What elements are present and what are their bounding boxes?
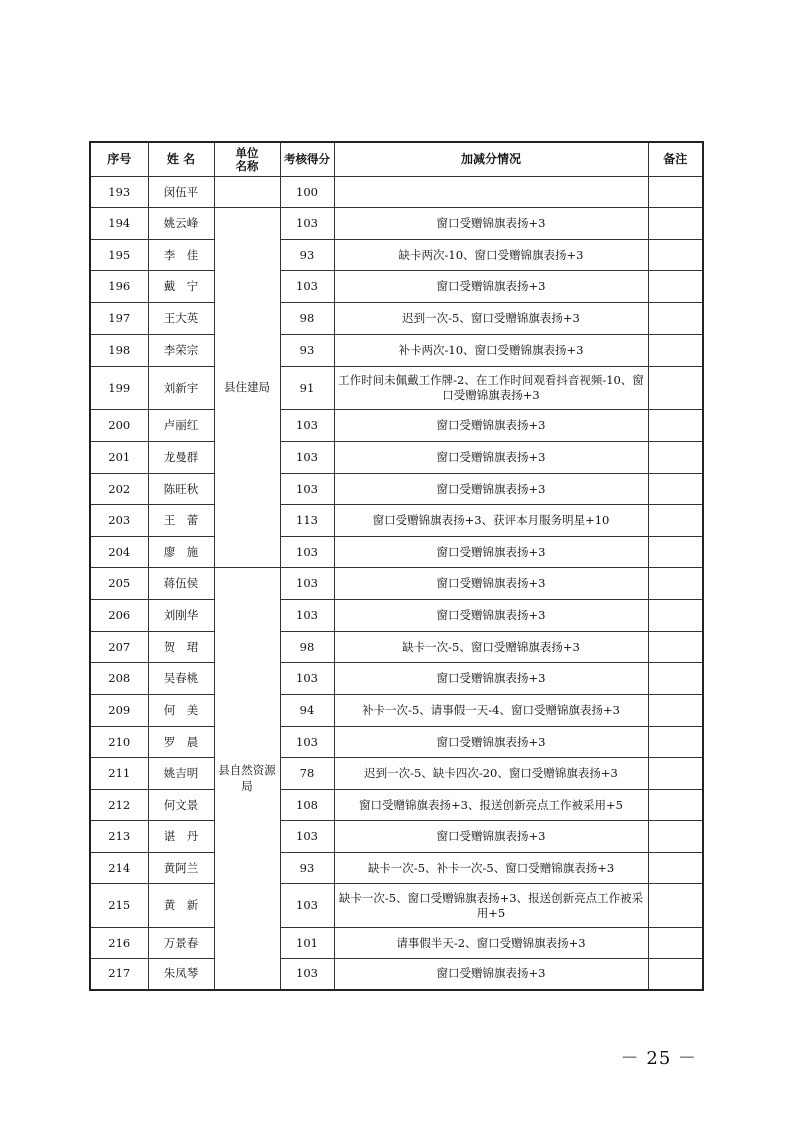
row-details: 缺卡两次-10、窗口受赠锦旗表扬+3 [334,240,648,271]
table-row [90,632,703,663]
row-score: 100 [280,177,334,208]
row-number: 211 [90,758,148,790]
row-score: 98 [280,303,334,335]
row-name: 吴春桃 [148,663,214,695]
row-score: 108 [280,790,334,821]
row-details: 补卡一次-5、请事假一天-4、窗口受赠锦旗表扬+3 [334,695,648,727]
header-row [90,142,703,177]
row-details: 窗口受赠锦旗表扬+3、获评本月服务明星+10 [334,505,648,537]
row-number: 201 [90,442,148,474]
row-name: 李荣宗 [148,335,214,367]
table-row [90,928,703,959]
row-score: 103 [280,410,334,442]
table-row [90,727,703,758]
table-row [90,600,703,632]
table-row [90,695,703,727]
row-name: 何文景 [148,790,214,821]
row-score: 103 [280,959,334,990]
table-row [90,959,703,990]
row-details: 窗口受赠锦旗表扬+3 [334,568,648,600]
row-number: 213 [90,821,148,853]
row-number: 207 [90,632,148,663]
row-score: 103 [280,663,334,695]
row-details: 窗口受赠锦旗表扬+3、报送创新亮点工作被采用+5 [334,790,648,821]
row-score: 103 [280,537,334,568]
header-name: 姓 名 [148,142,214,177]
row-number: 196 [90,271,148,303]
table-row [90,442,703,474]
row-remarks [648,727,703,758]
row-name: 罗 晨 [148,727,214,758]
row-number: 206 [90,600,148,632]
header-details: 加减分情况 [334,142,648,177]
row-remarks [648,505,703,537]
row-details [334,177,648,208]
row-number: 209 [90,695,148,727]
row-name: 王 蕾 [148,505,214,537]
row-remarks [648,537,703,568]
row-name: 黄阿兰 [148,853,214,884]
row-remarks [648,821,703,853]
row-details: 窗口受赠锦旗表扬+3 [334,821,648,853]
header-unit-line2: 名称 [235,158,259,173]
row-name: 陈旺秋 [148,474,214,505]
table-row [90,410,703,442]
row-name: 贺 珺 [148,632,214,663]
row-number: 199 [90,367,148,410]
row-score: 98 [280,632,334,663]
row-remarks [648,884,703,928]
row-name: 李 佳 [148,240,214,271]
row-details: 窗口受赠锦旗表扬+3 [334,727,648,758]
table-row [90,505,703,537]
row-name: 谌 丹 [148,821,214,853]
row-details: 缺卡一次-5、窗口受赠锦旗表扬+3 [334,632,648,663]
row-name: 卢丽红 [148,410,214,442]
row-number: 212 [90,790,148,821]
row-details: 迟到一次-5、窗口受赠锦旗表扬+3 [334,303,648,335]
table-row [90,568,703,600]
row-details: 请事假半天-2、窗口受赠锦旗表扬+3 [334,928,648,959]
row-score: 103 [280,884,334,928]
row-name: 姚吉明 [148,758,214,790]
row-score: 93 [280,853,334,884]
row-remarks [648,177,703,208]
table-row [90,208,703,240]
row-details: 窗口受赠锦旗表扬+3 [334,663,648,695]
row-number: 215 [90,884,148,928]
row-name: 姚云峰 [148,208,214,240]
row-number: 204 [90,537,148,568]
row-score: 94 [280,695,334,727]
row-number: 214 [90,853,148,884]
header-score: 考核得分 [280,142,334,177]
row-remarks [648,568,703,600]
header-remarks: 备注 [648,142,703,177]
header-unit [214,142,280,177]
row-number: 193 [90,177,148,208]
row-score: 93 [280,335,334,367]
row-name: 蒋伍侯 [148,568,214,600]
row-score: 113 [280,505,334,537]
row-score: 101 [280,928,334,959]
row-details: 窗口受赠锦旗表扬+3 [334,442,648,474]
row-name: 何 美 [148,695,214,727]
table-row [90,240,703,271]
row-number: 202 [90,474,148,505]
row-score: 103 [280,442,334,474]
table-row [90,821,703,853]
row-remarks [648,240,703,271]
row-number: 210 [90,727,148,758]
row-details: 窗口受赠锦旗表扬+3 [334,600,648,632]
row-name: 龙曼群 [148,442,214,474]
row-number: 198 [90,335,148,367]
row-number: 205 [90,568,148,600]
row-score: 103 [280,600,334,632]
table-row [90,271,703,303]
row-score: 103 [280,727,334,758]
score-table [89,141,704,991]
row-details: 工作时间未佩戴工作牌-2、在工作时间观看抖音视频-10、窗口受赠锦旗表扬+3 [334,367,648,410]
row-name: 戴 宁 [148,271,214,303]
header-unit-line1: 单位 [235,145,259,160]
row-remarks [648,367,703,410]
table-row [90,758,703,790]
row-remarks [648,695,703,727]
row-unit [214,177,280,208]
row-remarks [648,632,703,663]
row-remarks [648,335,703,367]
row-remarks [648,442,703,474]
row-remarks [648,271,703,303]
table-row [90,335,703,367]
row-score: 91 [280,367,334,410]
row-number: 195 [90,240,148,271]
row-details: 缺卡一次-5、补卡一次-5、窗口受赠锦旗表扬+3 [334,853,648,884]
row-remarks [648,790,703,821]
row-remarks [648,303,703,335]
row-score: 103 [280,208,334,240]
unit-resources-text: 县自然资源局 [218,763,276,794]
row-score: 103 [280,474,334,505]
table-row [90,474,703,505]
row-remarks [648,663,703,695]
row-number: 217 [90,959,148,990]
table-row [90,663,703,695]
row-number: 197 [90,303,148,335]
row-number: 203 [90,505,148,537]
row-details: 补卡两次-10、窗口受赠锦旗表扬+3 [334,335,648,367]
row-details: 窗口受赠锦旗表扬+3 [334,271,648,303]
row-name: 黄 新 [148,884,214,928]
row-number: 200 [90,410,148,442]
row-number: 194 [90,208,148,240]
row-details: 窗口受赠锦旗表扬+3 [334,474,648,505]
row-remarks [648,474,703,505]
table-row [90,790,703,821]
row-name: 刘刚华 [148,600,214,632]
table-row [90,853,703,884]
row-name: 万景春 [148,928,214,959]
row-score: 103 [280,271,334,303]
table-row [90,177,703,208]
row-remarks [648,208,703,240]
row-remarks [648,600,703,632]
row-number: 216 [90,928,148,959]
row-number: 208 [90,663,148,695]
table-row [90,303,703,335]
page-number: － 25 － [620,1048,697,1069]
row-score: 103 [280,568,334,600]
row-score: 93 [280,240,334,271]
unit-cell-housing: 县住建局 [214,208,280,568]
table-row [90,367,703,410]
row-details: 窗口受赠锦旗表扬+3 [334,959,648,990]
row-details: 缺卡一次-5、窗口受赠锦旗表扬+3、报送创新亮点工作被采用+5 [334,884,648,928]
row-details: 窗口受赠锦旗表扬+3 [334,208,648,240]
row-score: 78 [280,758,334,790]
row-name: 刘新宇 [148,367,214,410]
unit-cell-resources [214,568,280,990]
row-details: 窗口受赠锦旗表扬+3 [334,410,648,442]
row-remarks [648,853,703,884]
row-name: 廖 施 [148,537,214,568]
table-row [90,884,703,928]
row-remarks [648,928,703,959]
row-details: 迟到一次-5、缺卡四次-20、窗口受赠锦旗表扬+3 [334,758,648,790]
row-remarks [648,758,703,790]
table-row [90,537,703,568]
row-remarks [648,959,703,990]
row-details: 窗口受赠锦旗表扬+3 [334,537,648,568]
row-score: 103 [280,821,334,853]
row-remarks [648,410,703,442]
header-no: 序号 [90,142,148,177]
row-name: 朱凤琴 [148,959,214,990]
row-name: 闵伍平 [148,177,214,208]
row-name: 王大英 [148,303,214,335]
